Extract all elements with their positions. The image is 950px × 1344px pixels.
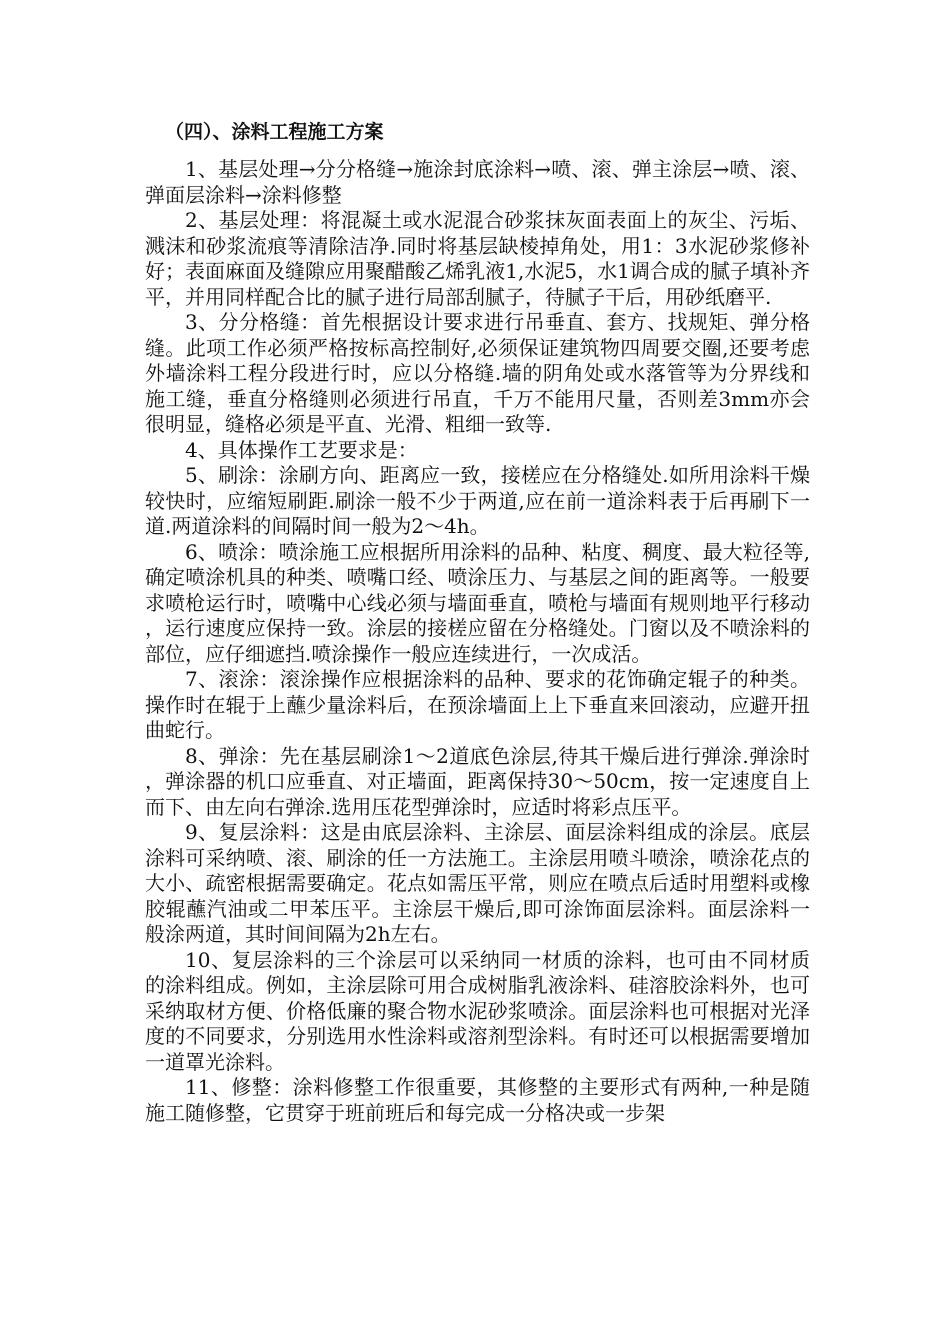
document-body [145,120,810,1126]
section-heading: （四）、涂料工程施工方案 [165,121,384,143]
paragraph-6: 6、喷涂：喷涂施工应根据所用涂料的品种、粘度、稠度、最大粒径等,确定喷涂机具的种类、喷嘴口经、喷涂压力、与基层之间的距离等。一般要求喷枪运行时，喷嘴中心线必须与墙面垂直，喷枪与墙面有规则地平行移动，运行速度应保持一致。涂层的接槎应留在分格缝处。门窗以及不喷涂料的部位，应仔细遮挡.喷涂操作一般应连续进行，一次成活。 [145,539,810,666]
paragraph-9: 9、复层涂料：这是由底层涂料、主涂层、面层涂料组成的涂层。底层涂料可采纳喷、滚、刷涂的任一方法施工。主涂层用喷斗喷涂，喷涂花点的大小、疏密根据需要确定。花点如需压平常，则应在喷点后适时用塑料或橡胶辊蘸汽油或二甲苯压平。主涂层干燥后,即可涂饰面层涂料。面层涂料一般涂两道，其时间间隔为2h左右。 [145,820,810,946]
paragraph-11: 11、修整：涂料修整工作很重要，其修整的主要形式有两种,一种是随施工随修整，它贯穿于班前班后和每完成一分格决或一步架 [145,1075,810,1125]
paragraph-5: 5、刷涂：涂刷方向、距离应一致，接槎应在分格缝处.如所用涂料干燥较快时，应缩短刷距.刷涂一般不少于两道,应在前一道涂料表于后再刷下一道.两道涂料的间隔时间一般为2～4h。 [145,463,810,538]
paragraph-3: 3、分分格缝：首先根据设计要求进行吊垂直、套方、找规矩、弹分格缝。此项工作必须严格按标高控制好,必须保证建筑物四周要交圈,还要考虑外墙涂料工程分段进行时，应以分格缝.墙的阴角处或水落管等为分界线和施工缝，垂直分格缝则必须进行吊直，千万不能用尺量，否则差3mm亦会很明显，缝格必须是平直、光滑、粗细一致等. [145,310,810,436]
paragraph-10: 10、复层涂料的三个涂层可以采纳同一材质的涂料，也可由不同材质的涂料组成。例如，主涂层除可用合成树脂乳液涂料、硅溶胶涂料外，也可采纳取材方便、价格低廉的聚合物水泥砂浆喷涂。面层涂料也可根据对光泽度的不同要求，分别选用水性涂料或溶剂型涂料。有时还可以根据需要增加一道罩光涂料。 [145,947,810,1074]
paragraph-7: 7、滚涂：滚涂操作应根据涂料的品种、要求的花饰确定辊子的种类。操作时在辊于上蘸少量涂料后，在预涂墙面上上下垂直来回滚动，应避开扭曲蛇行。 [145,667,810,742]
paragraph-8: 8、弹涂：先在基层刷涂1～2道底色涂层,待其干燥后进行弹涂.弹涂时，弹涂器的机口应垂直、对正墙面，距离保持30～50cm，按一定速度自上而下、由左向右弹涂.选用压花型弹涂时，应适时将彩点压平。 [145,743,810,819]
paragraph-2: 2、基层处理：将混凝土或水泥混合砂浆抹灰面表面上的灰尘、污垢、溅沫和砂浆流痕等清除洁净.同时将基层缺棱掉角处，用1：3水泥砂浆修补好；表面麻面及缝隙应用聚醋酸乙烯乳液1,水泥5，水1调合成的腻子填补齐平，并用同样配合比的腻子进行局部刮腻子，待腻子干后，用砂纸磨平. [145,208,810,309]
paragraph-4: 4、具体操作工艺要求是： [185,437,418,462]
paragraph-1: 1、基层处理→分分格缝→施涂封底涂料→喷、滚、弹主涂层→喷、滚、弹面层涂料→涂料修整 [145,157,810,207]
